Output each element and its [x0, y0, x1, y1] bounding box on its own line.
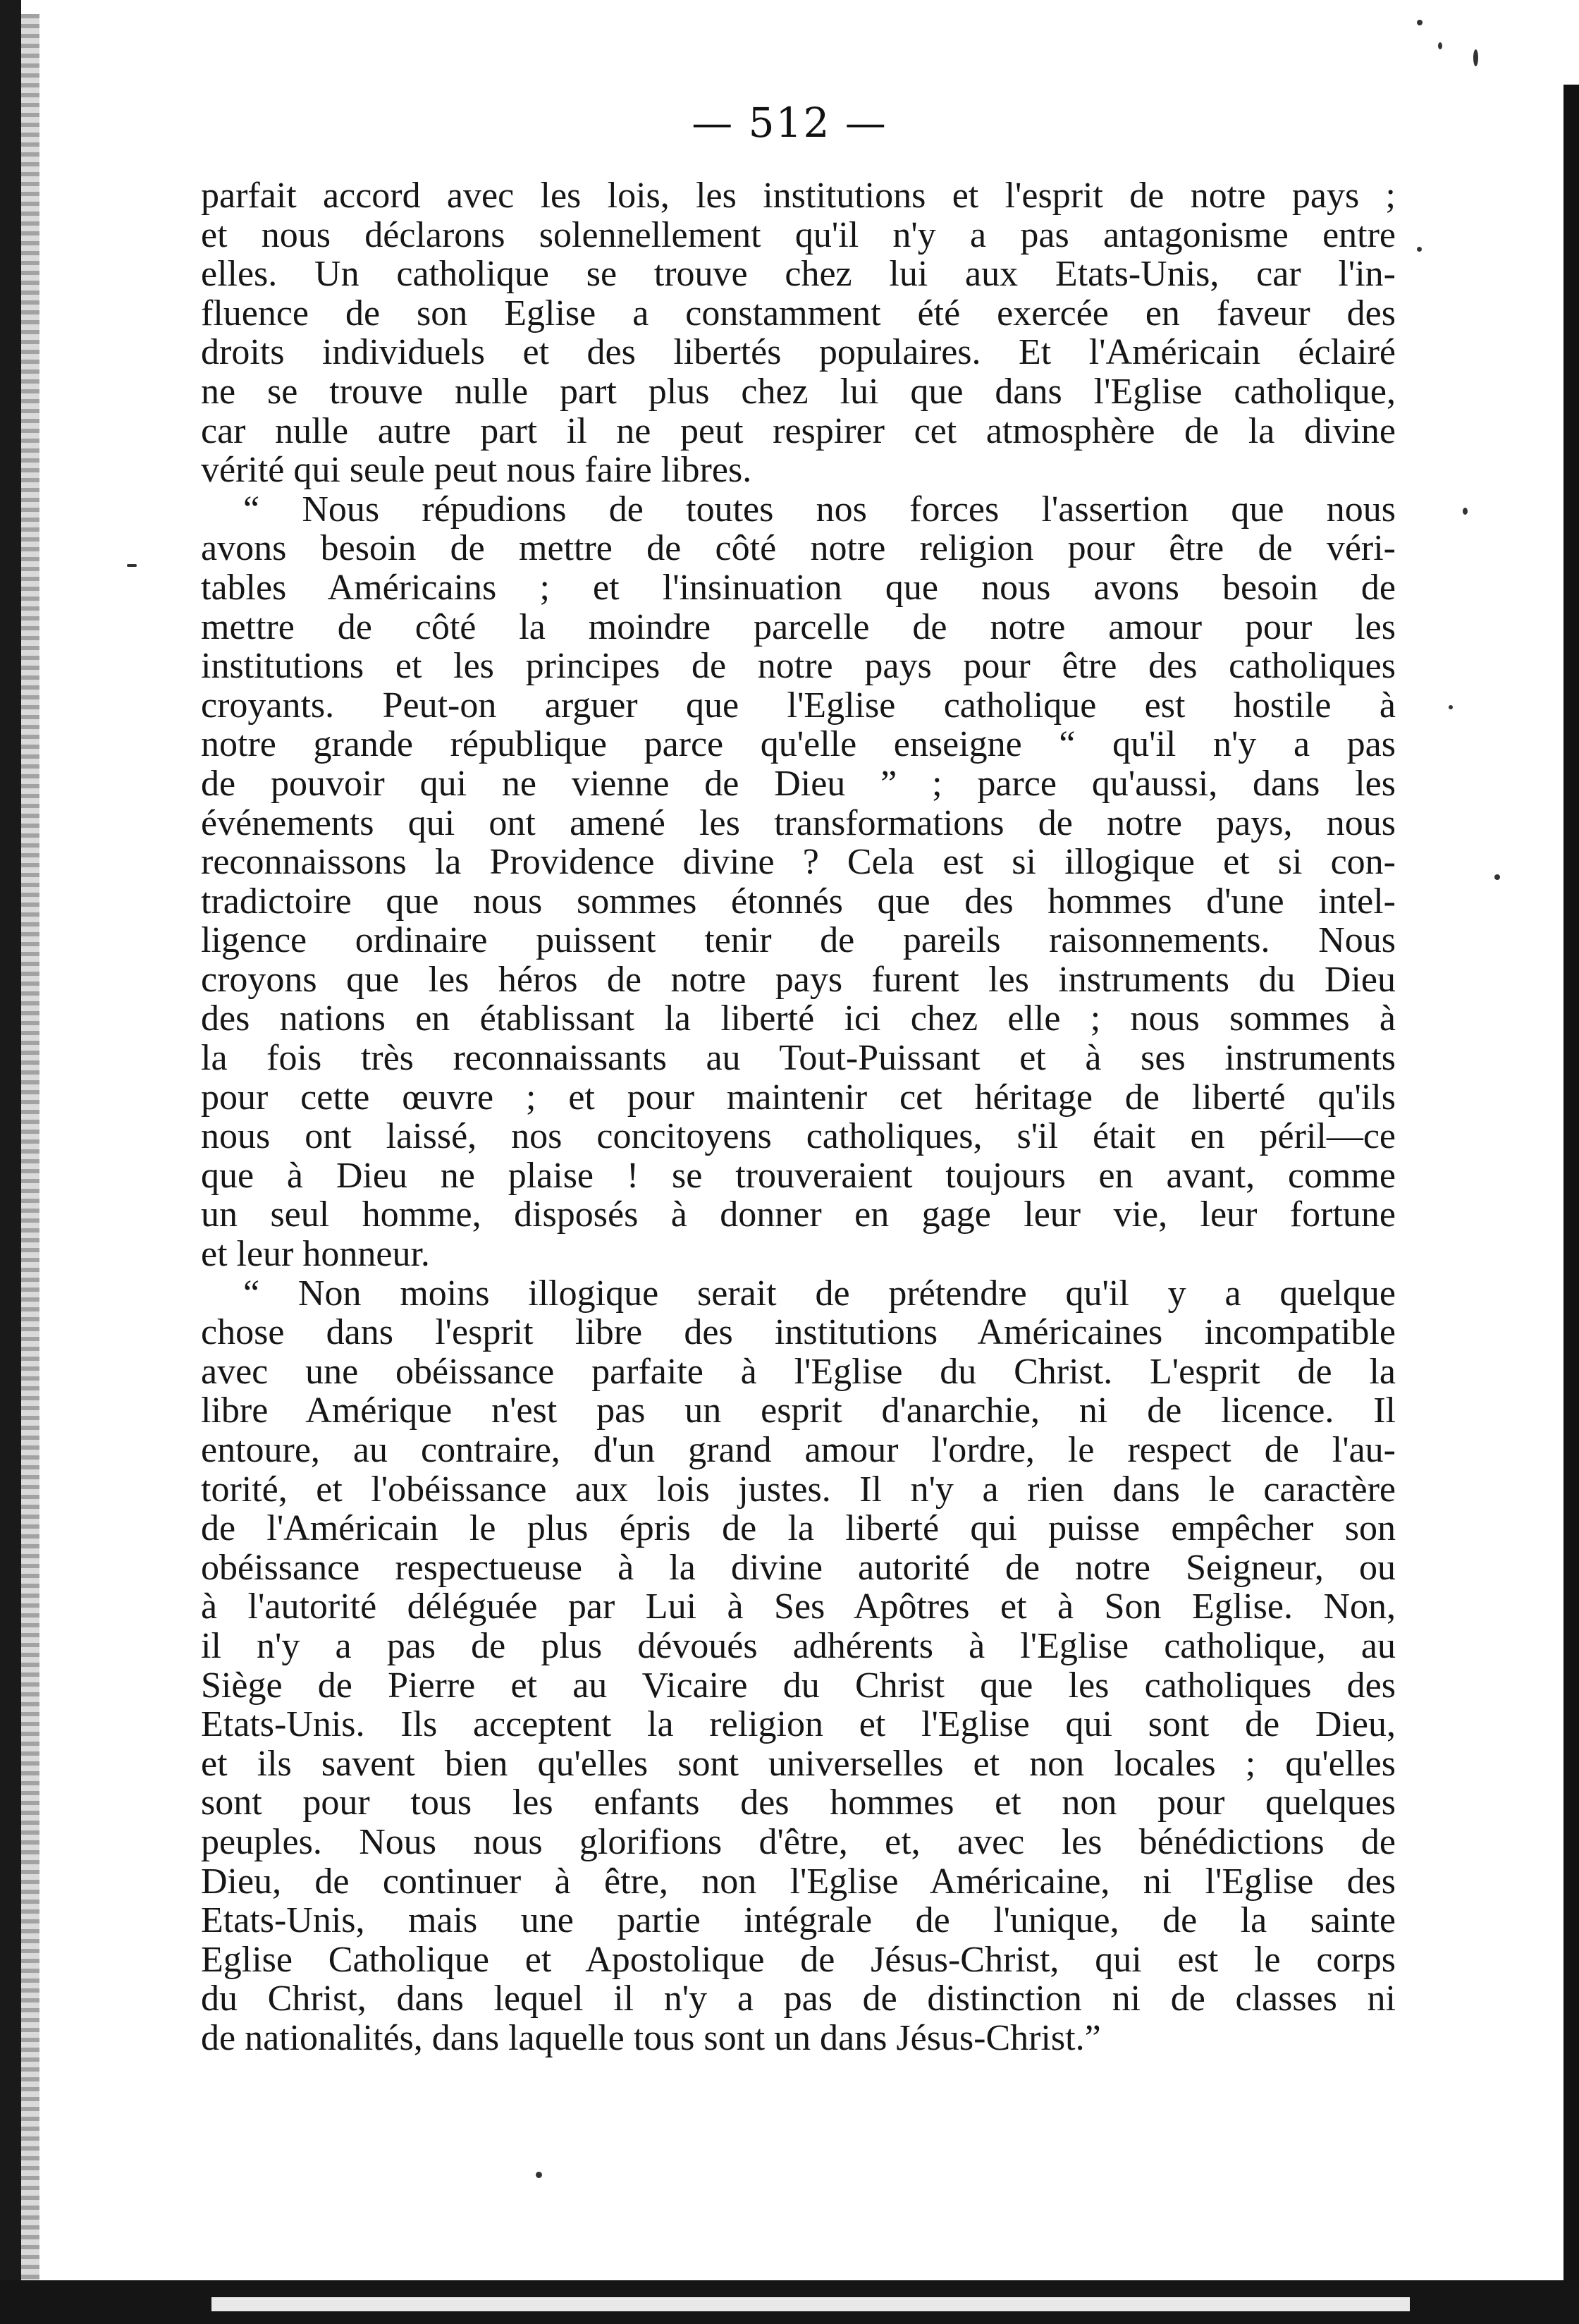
- text-line: du Christ, dans lequel il n'y a pas de distinction ni de classes ni: [201, 1979, 1396, 2019]
- text-line: un seul homme, disposés à donner en gage leur vie, leur fortune: [201, 1194, 1396, 1235]
- text-line: de nationalités, dans laquelle tous sont un dans Jésus-Christ.”: [201, 2017, 1101, 2058]
- text-line: nous ont laissé, nos concitoyens catholiques, s'il était en péril—ce: [201, 1116, 1396, 1157]
- text-line: institutions et les principes de notre pays pour être des catholiques: [201, 646, 1396, 687]
- text-line: que à Dieu ne plaise ! se trouveraient toujours en avant, comme: [201, 1155, 1396, 1196]
- text-line: des nations en établissant la liberté ici chez elle ; nous sommes à: [201, 998, 1396, 1039]
- text-line: et leur honneur.: [201, 1234, 430, 1275]
- text-line: car nulle autre part il ne peut respirer cet atmosphère de la divine: [201, 410, 1396, 451]
- text-line: sont pour tous les enfants des hommes et non pour quelques: [201, 1782, 1396, 1823]
- text-line: libre Amérique n'est pas un esprit d'anarchie, ni de licence. Il: [201, 1390, 1396, 1431]
- text-line: Etats-Unis. Ils acceptent la religion et l'Eglise qui sont de Dieu,: [201, 1704, 1396, 1745]
- text-line: avons besoin de mettre de côté notre religion pour être de véri-: [201, 528, 1396, 569]
- page-body-text: [201, 176, 1396, 2058]
- text-line: de l'Américain le plus épris de la liberté qui puisse empêcher son: [201, 1508, 1396, 1549]
- scan-speck: [1417, 20, 1423, 25]
- text-line: et nous déclarons solennellement qu'il n'y a pas antagonisme entre: [201, 214, 1396, 255]
- text-line: pour cette œuvre ; et pour maintenir cet héritage de liberté qu'ils: [201, 1077, 1396, 1118]
- paragraph: [201, 176, 1396, 490]
- text-line: croyons que les héros de notre pays furent les instruments du Dieu: [201, 959, 1396, 1000]
- paragraph: [201, 1274, 1396, 2058]
- text-line: mettre de côté la moindre parcelle de notre amour pour les: [201, 606, 1396, 647]
- text-line: à l'autorité déléguée par Lui à Ses Apôtres et à Son Eglise. Non,: [201, 1586, 1396, 1627]
- text-line: croyants. Peut-on arguer que l'Eglise catholique est hostile à: [201, 685, 1396, 726]
- scan-border-left: [0, 0, 21, 2324]
- text-line: parfait accord avec les lois, les institutions et l'esprit de notre pays ;: [201, 176, 1396, 216]
- page-number: — 512 —: [692, 99, 887, 147]
- scan-speck: [127, 564, 137, 567]
- scan-speck: [1473, 49, 1478, 66]
- text-line: entoure, au contraire, d'un grand amour l'ordre, le respect de l'au-: [201, 1430, 1396, 1470]
- scan-speck: [1449, 705, 1453, 709]
- text-line: Dieu, de continuer à être, non l'Eglise Américaine, ni l'Eglise des: [201, 1861, 1396, 1902]
- text-line: “ Non moins illogique serait de prétendre qu'il y a quelque: [243, 1273, 1396, 1314]
- text-line: peuples. Nous nous glorifions d'être, et, avec les bénédictions de: [201, 1821, 1396, 1862]
- text-line: elles. Un catholique se trouve chez lui aux Etats-Unis, car l'in-: [201, 254, 1396, 295]
- text-line: fluence de son Eglise a constamment été exercée en faveur des: [201, 293, 1396, 334]
- text-line: de pouvoir qui ne vienne de Dieu ” ; parce qu'aussi, dans les: [201, 763, 1396, 804]
- scan-speck: [1417, 247, 1422, 252]
- text-line: ligence ordinaire puissent tenir de pareils raisonnements. Nous: [201, 920, 1396, 961]
- text-line: Siège de Pierre et au Vicaire du Christ que les catholiques des: [201, 1665, 1396, 1706]
- text-line: droits individuels et des libertés populaires. Et l'Américain éclairé: [201, 332, 1396, 373]
- text-line: chose dans l'esprit libre des institutions Américaines incompatible: [201, 1312, 1396, 1353]
- text-line: tradictoire que nous sommes étonnés que des hommes d'une intel-: [201, 881, 1396, 922]
- scan-border-right: [1563, 85, 1579, 2324]
- paragraph: [201, 490, 1396, 1274]
- text-line: reconnaissons la Providence divine ? Cela est si illogique et si con-: [201, 842, 1396, 883]
- scan-border-bottom-highlight: [211, 2297, 1410, 2311]
- text-line: vérité qui seule peut nous faire libres.: [201, 450, 752, 491]
- text-line: et ils savent bien qu'elles sont universelles et non locales ; qu'elles: [201, 1743, 1396, 1784]
- text-line: Eglise Catholique et Apostolique de Jésus-Christ, qui est le corps: [201, 1939, 1396, 1980]
- text-line: la fois très reconnaissants au Tout-Puissant et à ses instruments: [201, 1038, 1396, 1079]
- scan-speck: [1463, 508, 1468, 515]
- text-line: ne se trouve nulle part plus chez lui que dans l'Eglise catholique,: [201, 371, 1396, 412]
- scan-speck: [1494, 874, 1500, 880]
- text-line: événements qui ont amené les transformations de notre pays, nous: [201, 802, 1396, 843]
- scan-speck: [1438, 42, 1442, 49]
- text-line: il n'y a pas de plus dévoués adhérents à l'Eglise catholique, au: [201, 1625, 1396, 1666]
- text-line: tables Américains ; et l'insinuation que nous avons besoin de: [201, 567, 1396, 608]
- scan-speck: [536, 2172, 542, 2178]
- text-line: notre grande république parce qu'elle enseigne “ qu'il n'y a pas: [201, 724, 1396, 765]
- text-line: “ Nous répudions de toutes nos forces l'assertion que nous: [243, 489, 1396, 530]
- scan-border-left-texture: [21, 14, 39, 2299]
- text-line: avec une obéissance parfaite à l'Eglise du Christ. L'esprit de la: [201, 1351, 1396, 1392]
- text-line: Etats-Unis, mais une partie intégrale de l'unique, de la sainte: [201, 1900, 1396, 1941]
- text-line: torité, et l'obéissance aux lois justes. Il n'y a rien dans le caractère: [201, 1469, 1396, 1510]
- text-line: obéissance respectueuse à la divine autorité de notre Seigneur, ou: [201, 1547, 1396, 1588]
